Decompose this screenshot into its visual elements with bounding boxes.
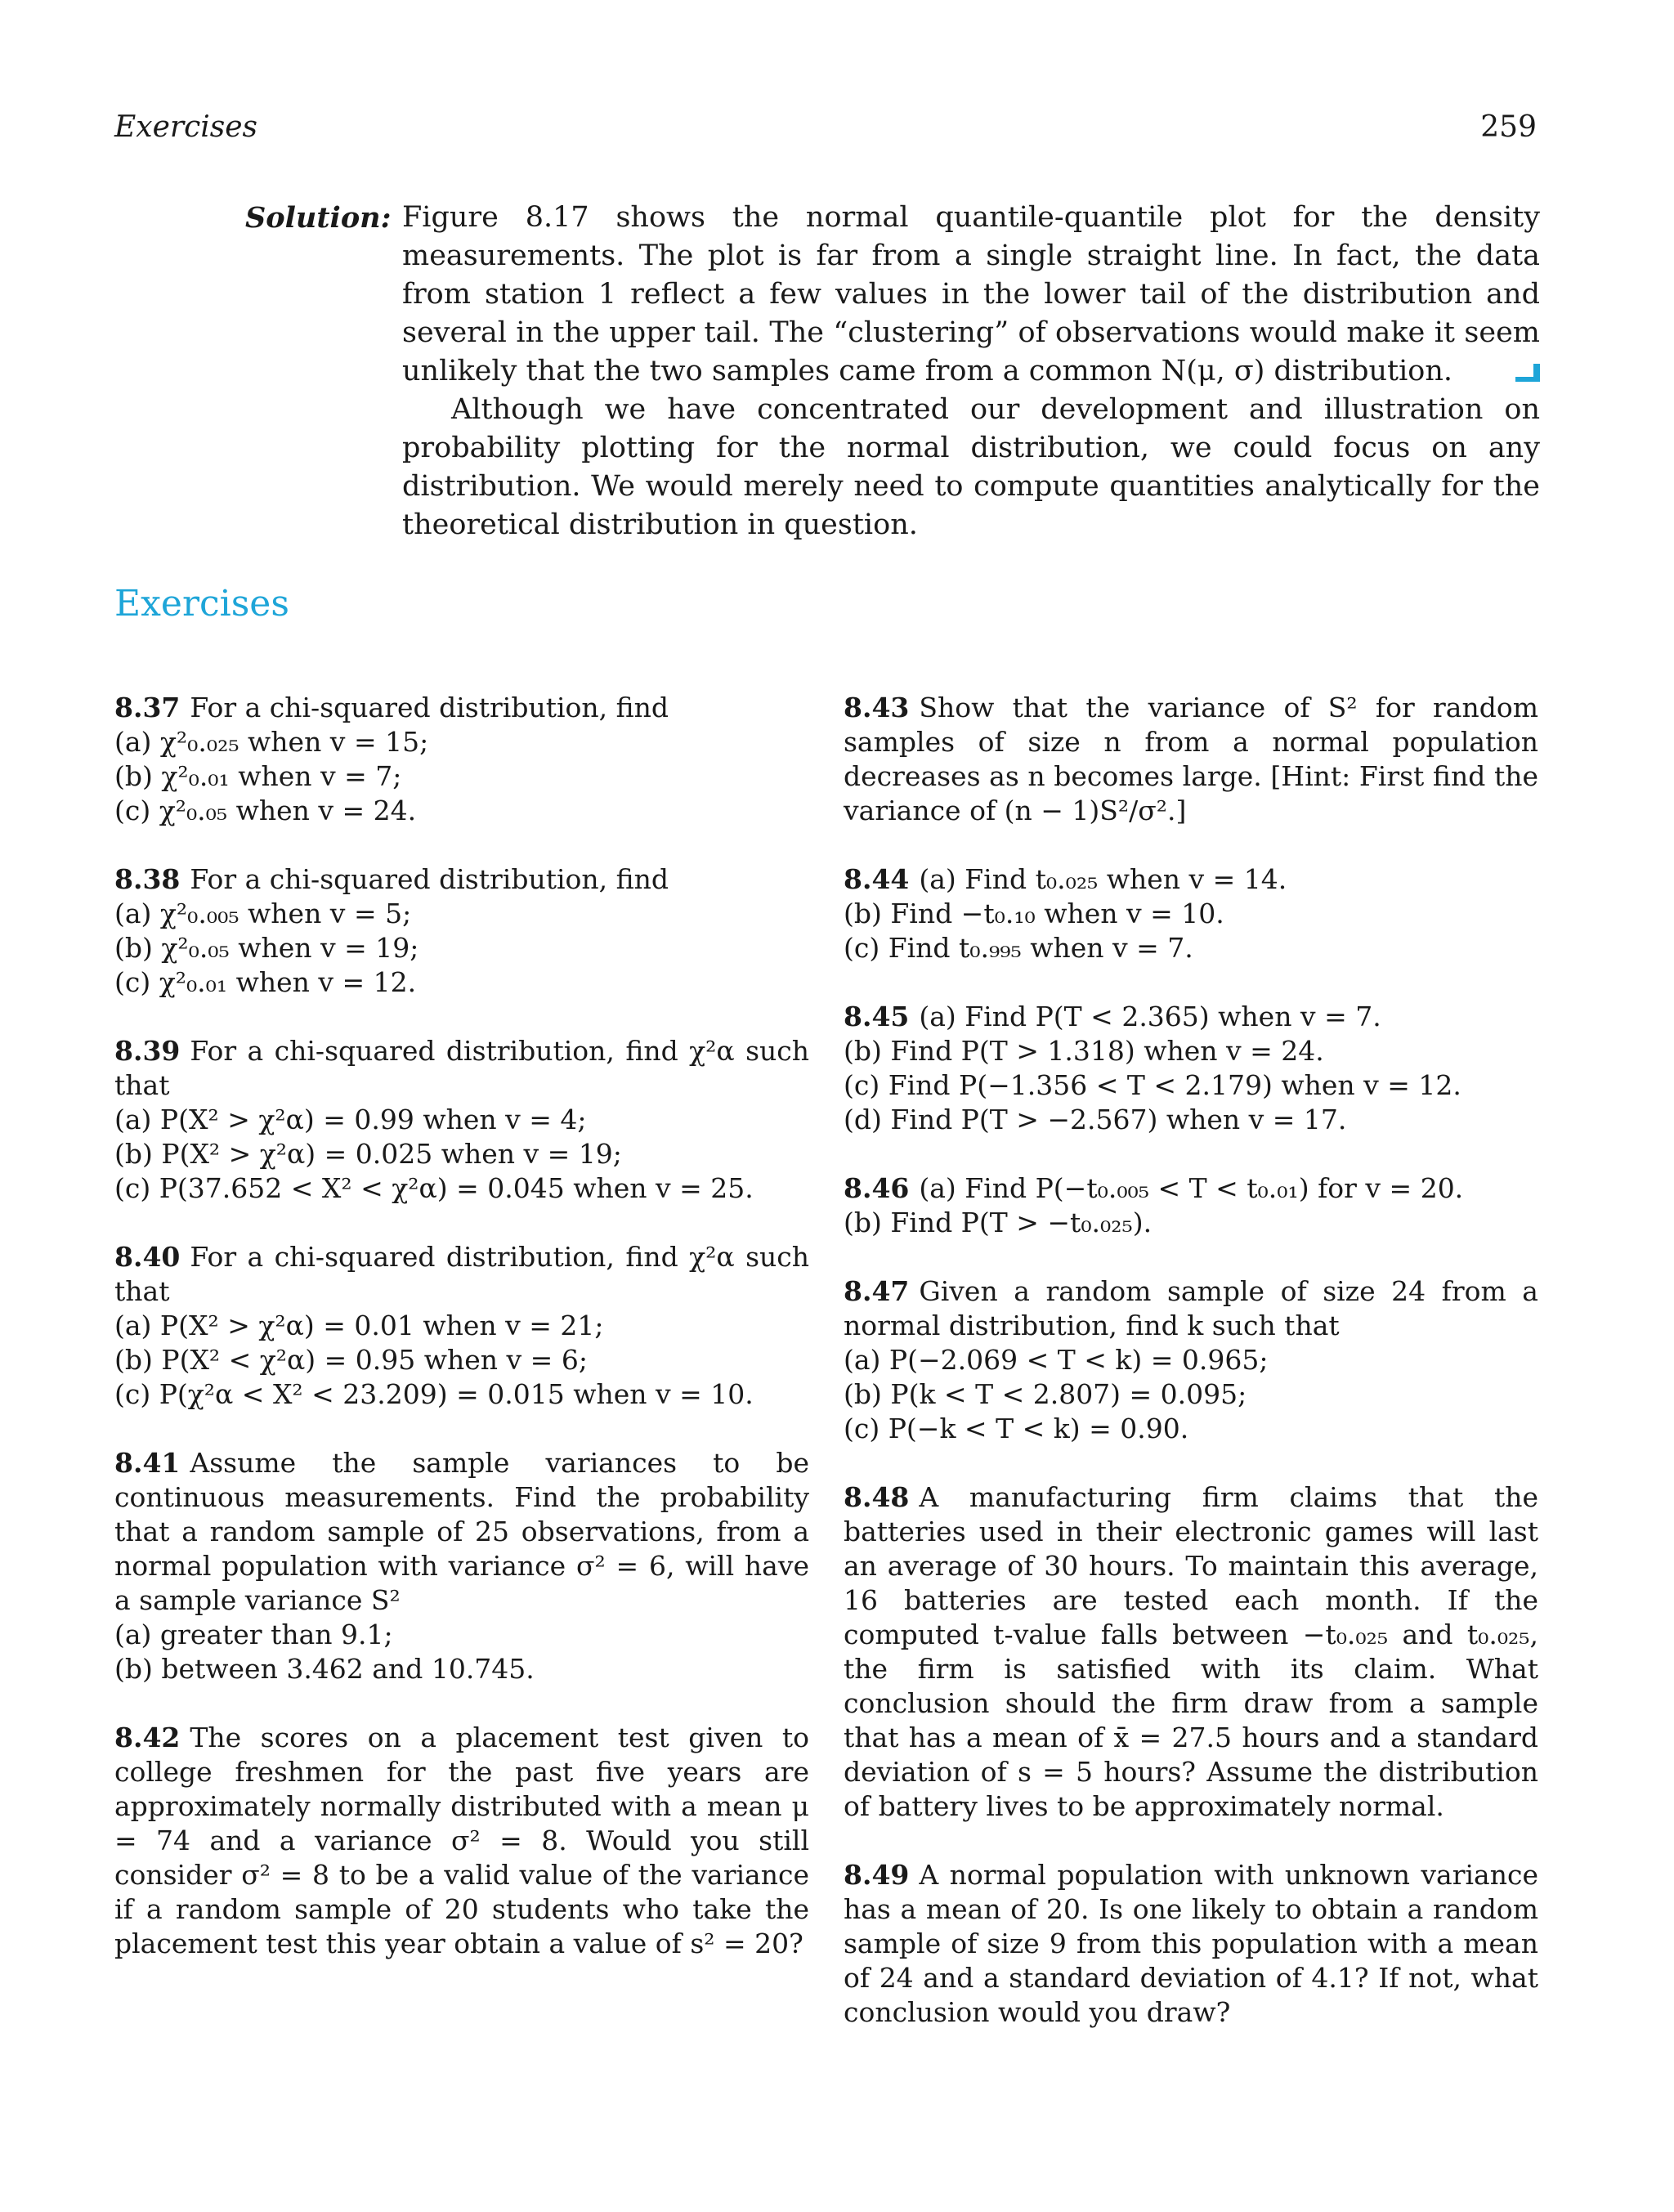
page-number: 259 [1480, 110, 1537, 144]
exercise-8-41 [114, 1446, 809, 1686]
exercise-part: (b) P(X² < χ²α) = 0.95 when v = 6; [114, 1344, 588, 1376]
exercise-statement [114, 1446, 809, 1618]
exercise-text: For a chi-squared distribution, find [190, 863, 669, 895]
exercise-8-44 [844, 862, 1538, 965]
exercise-number: 8.49 [844, 1859, 910, 1891]
exercise-number: 8.42 [114, 1722, 181, 1753]
exercise-number: 8.43 [844, 692, 910, 723]
exercise-text: (a) Find P(T < 2.365) when v = 7. [919, 1001, 1381, 1032]
exercise-part: (b) χ²₀.₀₁ when v = 7; [114, 760, 402, 792]
solution-block [245, 199, 1540, 544]
exercise-8-45 [844, 1000, 1538, 1137]
exercise-8-43 [844, 691, 1538, 828]
exercise-part: (a) χ²₀.₀₂₅ when v = 15; [114, 726, 429, 758]
exercise-part: (a) P(X² > χ²α) = 0.01 when v = 21; [114, 1310, 604, 1341]
exercise-8-42 [114, 1721, 809, 1961]
exercise-statement [114, 862, 809, 897]
exercise-statement [844, 1480, 1538, 1824]
exercise-part: (c) χ²₀.₀₁ when v = 12. [114, 966, 417, 998]
exercise-part: (b) P(X² > χ²α) = 0.025 when v = 19; [114, 1138, 622, 1170]
exercise-8-46 [844, 1171, 1538, 1240]
solution-label: Solution: [245, 201, 392, 235]
exercise-part: (b) χ²₀.₀₅ when v = 19; [114, 932, 419, 964]
exercise-part: (a) P(X² > χ²α) = 0.99 when v = 4; [114, 1104, 587, 1135]
exercise-part: (c) P(−k < T < k) = 0.90. [844, 1413, 1189, 1444]
exercise-number: 8.40 [114, 1241, 181, 1273]
exercise-number: 8.39 [114, 1035, 181, 1067]
exercise-statement [114, 1034, 809, 1103]
exercise-8-38 [114, 862, 809, 1000]
exercise-number: 8.37 [114, 692, 181, 723]
exercise-statement [114, 1240, 809, 1309]
exercise-8-47 [844, 1274, 1538, 1446]
exercises-right-column [844, 691, 1538, 2064]
exercise-8-39 [114, 1034, 809, 1206]
exercise-part: (a) P(−2.069 < T < k) = 0.965; [844, 1344, 1269, 1376]
exercise-number: 8.47 [844, 1275, 910, 1307]
exercise-part: (d) Find P(T > −2.567) when v = 17. [844, 1104, 1347, 1135]
exercise-part: (c) χ²₀.₀₅ when v = 24. [114, 795, 417, 826]
exercise-statement [114, 1721, 809, 1961]
exercise-number: 8.48 [844, 1481, 910, 1513]
exercise-8-48 [844, 1480, 1538, 1824]
exercise-statement [844, 1171, 1538, 1206]
exercise-part: (b) P(k < T < 2.807) = 0.095; [844, 1378, 1247, 1410]
exercise-statement [844, 1274, 1538, 1343]
exercise-text: A manufacturing firm claims that the batteries used in their electronic games will last an average of 30 hours. To maintain this average, 16 batteries are tested each month. If the computed t-value falls between −t₀.₀₂₅ and t₀.₀₂₅, the firm is satisfied with its claim. What conclusion should the firm draw from a sample that has a mean of x̄ = 27.5 hours and a standard deviation of s = 5 hours? Assume the distribution of battery lives to be approximately normal. [844, 1481, 1538, 1822]
exercise-text: For a chi-squared distribution, find χ²α such that [114, 1035, 809, 1101]
solution-paragraph-1-text: Figure 8.17 shows the normal quantile-quantile plot for the density measurements. The plot is far from a single straight line. In fact, the data from station 1 reflect a few values in the lower tail of the distribution and several in the upper tail. The “clustering” of observations would make it seem unlikely that the two samples came from a common N(μ, σ) distribution. [402, 201, 1540, 387]
exercise-part: (c) P(χ²α < X² < 23.209) = 0.015 when v = 10. [114, 1378, 754, 1410]
exercise-part: (b) Find P(T > 1.318) when v = 24. [844, 1035, 1324, 1067]
exercise-8-40 [114, 1240, 809, 1412]
exercise-8-37 [114, 691, 809, 828]
exercise-statement [114, 691, 809, 725]
exercise-text: (a) Find t₀.₀₂₅ when v = 14. [919, 863, 1287, 895]
exercise-statement [844, 1000, 1538, 1034]
exercise-part: (a) greater than 9.1; [114, 1619, 393, 1650]
exercise-8-49 [844, 1858, 1538, 2030]
exercise-number: 8.44 [844, 863, 910, 895]
exercise-statement [844, 691, 1538, 828]
section-heading: Exercises [114, 583, 289, 625]
exercise-part: (c) P(37.652 < X² < χ²α) = 0.045 when v = 25. [114, 1172, 754, 1204]
exercise-text: (a) Find P(−t₀.₀₀₅ < T < t₀.₀₁) for v = 20. [919, 1172, 1464, 1204]
exercise-part: (b) Find −t₀.₁₀ when v = 10. [844, 898, 1224, 929]
exercise-text: Assume the sample variances to be continuous measurements. Find the probability that a random sample of 25 observations, from a normal population with variance σ² = 6, will have a sample variance S² [114, 1447, 809, 1616]
exercise-text: Show that the variance of S² for random samples of size n from a normal population decreases as n becomes large. [Hint: First find the variance of (n − 1)S²/σ².] [844, 692, 1538, 826]
exercise-part: (c) Find t₀.₉₉₅ when v = 7. [844, 932, 1193, 964]
exercise-text: A normal population with unknown variance has a mean of 20. Is one likely to obtain a random sample of size 9 from this population with a mean of 24 and a standard deviation of 4.1? If not, what conclusion would you draw? [844, 1859, 1538, 2028]
exercise-part: (b) Find P(T > −t₀.₀₂₅). [844, 1207, 1153, 1238]
end-of-solution-icon [1515, 364, 1540, 382]
exercise-text: Given a random sample of size 24 from a normal distribution, find k such that [844, 1275, 1538, 1341]
exercise-number: 8.41 [114, 1447, 181, 1479]
exercise-statement [844, 862, 1538, 897]
exercise-number: 8.46 [844, 1172, 910, 1204]
solution-paragraph-1 [402, 199, 1540, 391]
exercise-statement [844, 1858, 1538, 2030]
exercise-part: (c) Find P(−1.356 < T < 2.179) when v = 12. [844, 1069, 1461, 1101]
running-head-title: Exercises [114, 110, 258, 144]
running-head [114, 110, 1537, 151]
exercise-text: The scores on a placement test given to college freshmen for the past five years are approximately normally distributed with a mean μ = 74 and a variance σ² = 8. Would you still consider σ² = 8 to be a valid value of the variance if a random sample of 20 students who take the placement test this year obtain a value of s² = 20? [114, 1722, 809, 1959]
exercises-left-column [114, 691, 809, 1995]
exercise-number: 8.38 [114, 863, 181, 895]
exercise-number: 8.45 [844, 1001, 910, 1032]
exercise-text: For a chi-squared distribution, find χ²α such that [114, 1241, 809, 1307]
exercise-part: (b) between 3.462 and 10.745. [114, 1653, 535, 1685]
exercise-part: (a) χ²₀.₀₀₅ when v = 5; [114, 898, 412, 929]
solution-paragraph-2: Although we have concentrated our development and illustration on probability plotting for the normal distribution, we could focus on any distribution. We would merely need to compute quantities analytically for the theoretical distribution in question. [402, 393, 1540, 541]
exercise-text: For a chi-squared distribution, find [190, 692, 669, 723]
